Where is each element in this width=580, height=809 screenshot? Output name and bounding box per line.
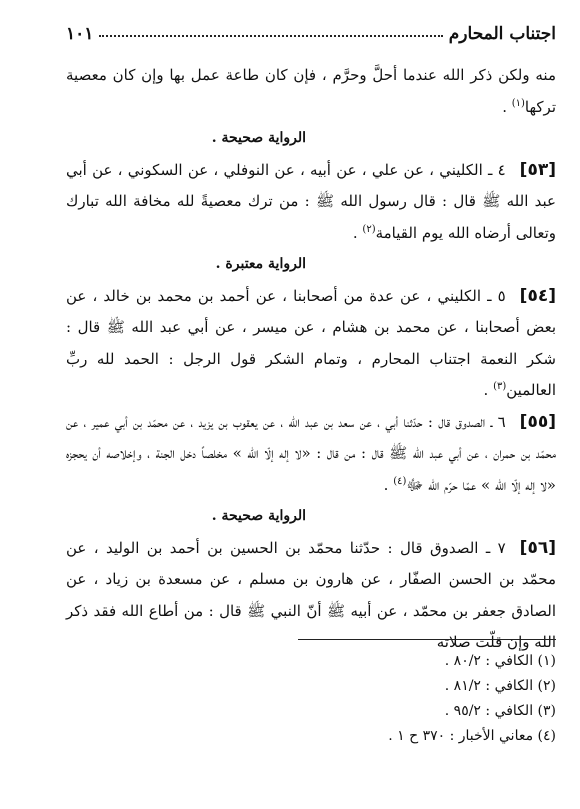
footnote-ref: (١) [511, 97, 525, 109]
intro-paragraph: منه ولكن ذكر الله عندما أحلَّ وحرَّم ، فإن كان طاعة عمل بها وإن كان معصية تركها$^{(١)}$ . [66, 66, 556, 116]
footnotes [156, 649, 556, 749]
header-dotted-leader [99, 35, 442, 37]
page-header [66, 18, 556, 44]
footnote-item: (٣) الكافي : ٩٥/٢ . [444, 703, 556, 719]
footnote-item: (٤) معاني الأخبار : ٣٧٠ ح ١ . [388, 728, 556, 744]
entry-53: [٥٣]٤ ـ الكليني ، عن علي ، عن أبيه ، عن النوفلي ، عن السكوني ، عن أبي عبد الله ﷺ قال : قال رسول الله ﷺ : من ترك معصيةً لله مخافة الله تبارك وتعالى أرضاه الله يوم القيامة$^{(٢)}$ . [66, 159, 556, 242]
narration-note: الرواية صحيحة . [211, 508, 306, 524]
entry-text: ٤ ـ الكليني ، عن علي ، عن أبيه ، عن النوفلي ، عن السكوني ، عن أبي عبد الله ﷺ قال : قال رسول الله ﷺ : من ترك معصيةً لله مخافة الله تبارك وتعالى أرضاه الله يوم القيامة [66, 160, 556, 242]
intro-text: منه ولكن ذكر الله عندما أحلَّ وحرَّم ، فإن كان طاعة عمل بها وإن كان معصية تركها [66, 66, 556, 116]
entry-number: [٥٤] [519, 285, 556, 306]
page-number: ١٠١ [66, 24, 94, 44]
body-text [66, 60, 556, 659]
running-title: اجتناب المحارم [448, 24, 556, 44]
footnote-item: (٢) الكافي : ٨١/٢ . [444, 678, 556, 694]
narration-note: الرواية معتبرة . [215, 256, 306, 272]
footnote-divider [298, 639, 556, 640]
entry-text: ٧ ـ الصدوق قال : حدّثنا محمّد بن الحسين بن أحمد بن الوليد ، عن محمّد بن الحسن الصفّار ، عن هارون بن مسلم ، عن مسعدة بن زياد ، عن الصادق جعفر بن محمّد ، عن أبيه ﷺ أنّ النبي ﷺ قال : من أطاع الله فقد ذكر الله وإن قلّت صلاته [66, 538, 556, 651]
entry-number: [٥٣] [519, 159, 556, 180]
entry-54: [٥٤]٥ ـ الكليني ، عن عدة من أصحابنا ، عن أحمد بن محمد بن خالد ، عن بعض أصحابنا ، عن محمد بن هشام ، عن ميسر ، عن أبي عبد الله ﷺ قال : شكر النعمة اجتناب المحارم ، وتمام الشكر قول الرجل : الحمد لله ربِّ العالمين$^{(٣)}$ . [66, 285, 556, 399]
footnote-ref: (٢) [362, 223, 376, 235]
footnote-item: (١) الكافي : ٨٠/٢ . [444, 653, 556, 669]
entry-text: ٥ ـ الكليني ، عن عدة من أصحابنا ، عن أحمد بن محمد بن خالد ، عن بعض أصحابنا ، عن محمد بن هشام ، عن ميسر ، عن أبي عبد الله ﷺ قال : شكر النعمة اجتناب المحارم ، وتمام الشكر قول الرجل : الحمد لله ربِّ العالمين [66, 286, 556, 399]
entry-text: ٦ ـ الصدوق قال : حدّثنا أبي ، عن سعد بن عبد الله ، عن يعقوب بن يزيد ، عن محمّد بن أبي عمير ، عن محمّد بن حمران ، عن أبي عبد الله ﷺ قال : من قال : «لا إله إلّا الله » مخلصاً دخل الجنة ، وإخلاصه أن يحجزه «لا إله إلّا الله » عمّا حرّم الله ﷻ [66, 412, 556, 494]
entry-number: [٥٥] [519, 411, 556, 432]
entry-55: [٥٥]٦ ـ الصدوق قال : حدّثنا أبي ، عن سعد بن عبد الله ، عن يعقوب بن يزيد ، عن محمّد بن أبي عمير ، عن محمّد بن حمران ، عن أبي عبد الله ﷺ قال : من قال : «لا إله إلّا الله » مخلصاً دخل الجنة ، وإخلاصه أن يحجزه «لا إله إلّا الله » عمّا حرّم الله ﷻ$^{(٤)}$ . [66, 411, 556, 494]
footnote-ref: (٣) [493, 381, 507, 392]
narration-note: الرواية صحيحة . [211, 130, 306, 146]
footnote-ref: (٤) [393, 475, 407, 487]
entry-number: [٥٦] [519, 537, 556, 558]
